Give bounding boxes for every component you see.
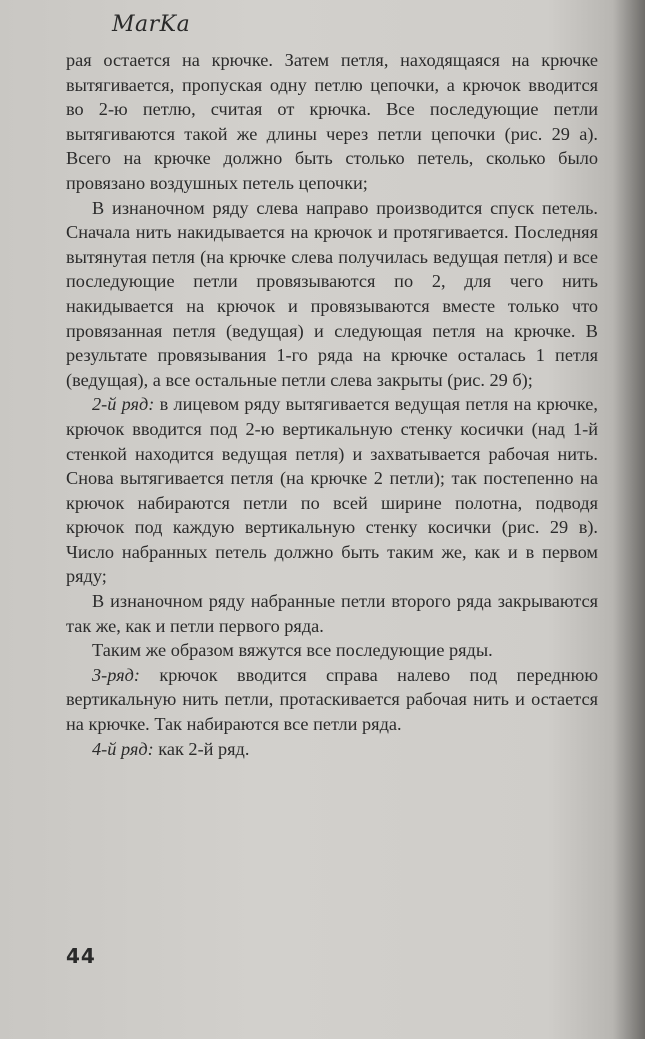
page-number: 44 (66, 944, 96, 968)
row-label: 4-й ряд: (92, 738, 154, 759)
paragraph-text: рая остается на крючке. Затем петля, находящаяся на крючке вытягивается, пропуская одну петлю цепочки, а крючок вводится во 2-ю петлю, считая от крючка. Все последующие петли вытягиваются такой же длины через петли цепочки (рис. 29 а). Всего на крючке должно быть столько петель, сколько было провязано воздушных петель цепочки; (66, 50, 598, 193)
paragraph-text: в лицевом ряду вытягивается ведущая петля на крючке, крючок вводится под 2-ю вертикальную стенку косички (над 1-й стенкой находится ведущая петля) и захватывается рабочая нить. Снова вытягивается петля (на крючке 2 петли); так постепенно на крючок набираются петли по всей ширине полотна, подводя крючок под каждую вертикальную стенку косички (рис. 29 в). Число набранных петель должно быть таким же, как и в первом ряду; (66, 394, 598, 587)
paragraph-text: как 2-й ряд. (153, 738, 250, 759)
paragraph (66, 663, 598, 737)
watermark-signature: MarKa (112, 12, 191, 37)
paragraph (66, 589, 598, 638)
row-label: 2-й ряд: (92, 394, 155, 415)
paragraph-text: Таким же образом вяжутся все последующие ряды. (92, 640, 493, 661)
paragraph (66, 392, 598, 589)
paragraph-text: В изнаночном ряду слева направо производится спуск петель. Сначала нить накидывается на крючок и протягивается. Последняя вытянутая петля (на крючке слева получилась ведущая петля) и все последующие петли провязываются по 2, для чего нить накидывается на крючок и провязываются вместе только что провязанная петля (ведущая) и следующая петля на крючке. В результате провязывания 1-го ряда на крючке осталась 1 петля (ведущая), а все остальные петли слева закрыты (рис. 29 б); (66, 197, 598, 390)
paragraph (66, 196, 598, 393)
body-text (66, 48, 598, 761)
paragraph (66, 48, 598, 196)
paragraph-text: крючок вводится справа налево под переднюю вертикальную нить петли, протаскивается рабочая нить и остается на крючке. Так набираются все петли ряда. (66, 664, 598, 735)
paragraph (66, 737, 598, 762)
paragraph (66, 638, 598, 663)
paragraph-text: В изнаночном ряду набранные петли второго ряда закрываются так же, как и петли первого ряда. (66, 591, 598, 636)
row-label: 3-ряд: (92, 664, 140, 685)
